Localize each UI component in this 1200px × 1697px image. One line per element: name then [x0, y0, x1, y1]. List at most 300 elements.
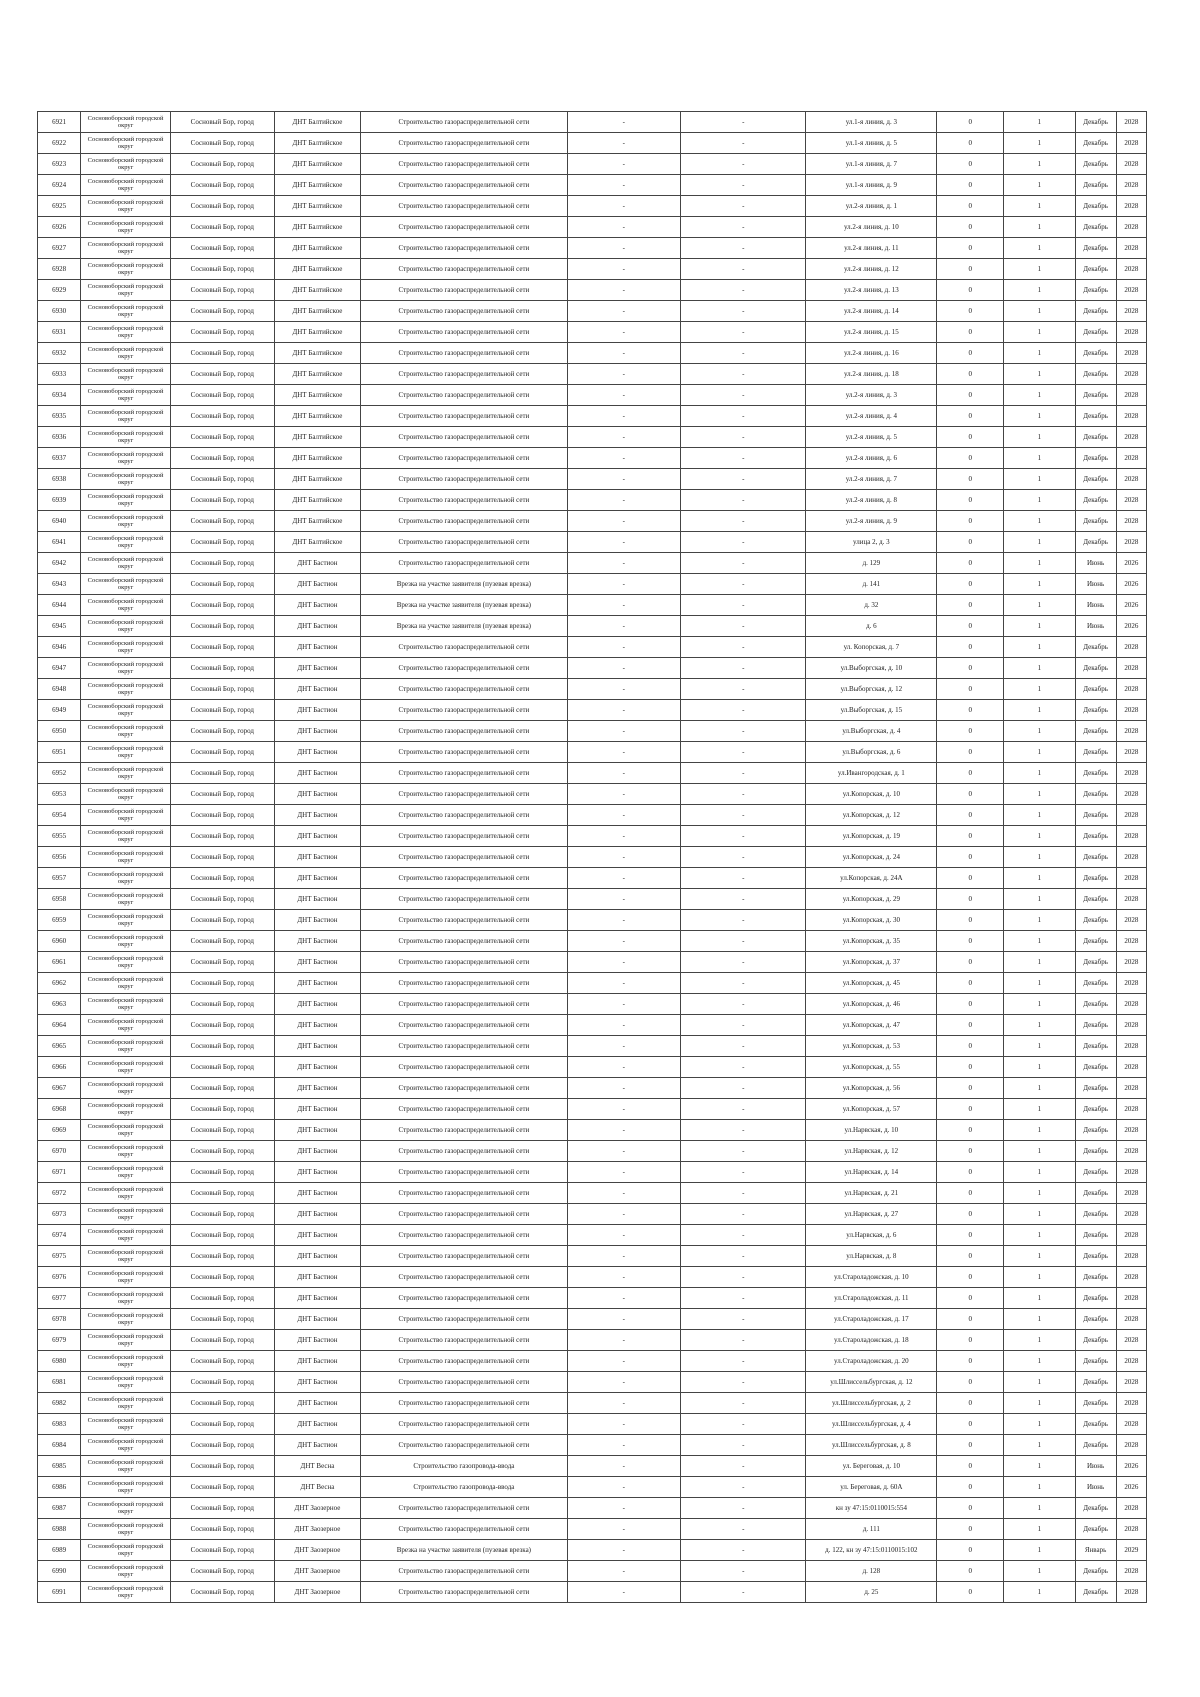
dash-cell: -: [567, 1393, 680, 1414]
dash-cell: -: [681, 574, 806, 595]
settlement-cell: ДНТ Бастион: [274, 1246, 360, 1267]
year-cell: 2028: [1116, 1372, 1146, 1393]
settlement-cell: ДНТ Бастион: [274, 1183, 360, 1204]
year-cell: 2028: [1116, 280, 1146, 301]
locality-cell: Сосновый Бор, город: [170, 1519, 274, 1540]
settlement-cell: ДНТ Бастион: [274, 1288, 360, 1309]
row-number: 6941: [38, 532, 81, 553]
table-row: [38, 301, 1147, 322]
value-cell: 1: [1004, 259, 1075, 280]
year-cell: 2028: [1116, 1183, 1146, 1204]
address-cell: ул.Копорская, д. 45: [806, 973, 937, 994]
district-cell: Сосновоборский городской округ: [81, 1015, 171, 1036]
table-row: [38, 196, 1147, 217]
year-cell: 2028: [1116, 1099, 1146, 1120]
table-row: [38, 1519, 1147, 1540]
value-cell: 1: [1004, 847, 1075, 868]
table-row: [38, 427, 1147, 448]
value-cell: 1: [1004, 385, 1075, 406]
value-cell: 0: [937, 469, 1004, 490]
dash-cell: -: [567, 532, 680, 553]
dash-cell: -: [681, 721, 806, 742]
value-cell: 0: [937, 1498, 1004, 1519]
dash-cell: -: [567, 511, 680, 532]
locality-cell: Сосновый Бор, город: [170, 1267, 274, 1288]
year-cell: 2028: [1116, 1162, 1146, 1183]
locality-cell: Сосновый Бор, город: [170, 112, 274, 133]
row-number: 6979: [38, 1330, 81, 1351]
locality-cell: Сосновый Бор, город: [170, 763, 274, 784]
month-cell: Декабрь: [1075, 364, 1116, 385]
work-type-cell: Строительство газораспределительной сети: [361, 868, 567, 889]
address-cell: ул.Копорская, д. 57: [806, 1099, 937, 1120]
district-cell: Сосновоборский городской округ: [81, 1057, 171, 1078]
year-cell: 2028: [1116, 238, 1146, 259]
year-cell: 2028: [1116, 1393, 1146, 1414]
row-number: 6945: [38, 616, 81, 637]
dash-cell: -: [681, 616, 806, 637]
month-cell: Декабрь: [1075, 469, 1116, 490]
locality-cell: Сосновый Бор, город: [170, 1435, 274, 1456]
dash-cell: -: [567, 154, 680, 175]
work-type-cell: Строительство газораспределительной сети: [361, 1162, 567, 1183]
locality-cell: Сосновый Бор, город: [170, 1015, 274, 1036]
dash-cell: -: [681, 1078, 806, 1099]
district-cell: Сосновоборский городской округ: [81, 112, 171, 133]
value-cell: 1: [1004, 301, 1075, 322]
year-cell: 2028: [1116, 1057, 1146, 1078]
work-type-cell: Строительство газораспределительной сети: [361, 1141, 567, 1162]
value-cell: 1: [1004, 1015, 1075, 1036]
value-cell: 1: [1004, 805, 1075, 826]
dash-cell: -: [681, 1372, 806, 1393]
district-cell: Сосновоборский городской округ: [81, 238, 171, 259]
district-cell: Сосновоборский городской округ: [81, 868, 171, 889]
value-cell: 1: [1004, 742, 1075, 763]
dash-cell: -: [681, 889, 806, 910]
address-cell: ул.Копорская, д. 24А: [806, 868, 937, 889]
work-type-cell: Строительство газораспределительной сети: [361, 364, 567, 385]
row-number: 6983: [38, 1414, 81, 1435]
table-row: [38, 637, 1147, 658]
settlement-cell: ДНТ Бастион: [274, 721, 360, 742]
settlement-cell: ДНТ Бастион: [274, 826, 360, 847]
row-number: 6964: [38, 1015, 81, 1036]
table-row: [38, 154, 1147, 175]
table-row: [38, 469, 1147, 490]
work-type-cell: Строительство газораспределительной сети: [361, 427, 567, 448]
dash-cell: -: [567, 910, 680, 931]
locality-cell: Сосновый Бор, город: [170, 532, 274, 553]
dash-cell: -: [567, 196, 680, 217]
year-cell: 2028: [1116, 154, 1146, 175]
month-cell: Декабрь: [1075, 1015, 1116, 1036]
month-cell: Декабрь: [1075, 196, 1116, 217]
work-type-cell: Строительство газораспределительной сети: [361, 1099, 567, 1120]
address-cell: ул.2-я линия, д. 16: [806, 343, 937, 364]
year-cell: 2028: [1116, 112, 1146, 133]
table-row: [38, 322, 1147, 343]
address-cell: д. 122, кн зу 47:15:0110015:102: [806, 1540, 937, 1561]
value-cell: 0: [937, 784, 1004, 805]
month-cell: Декабрь: [1075, 952, 1116, 973]
value-cell: 1: [1004, 889, 1075, 910]
table-row: [38, 1141, 1147, 1162]
table-row: [38, 259, 1147, 280]
dash-cell: -: [681, 1309, 806, 1330]
work-type-cell: Строительство газораспределительной сети: [361, 805, 567, 826]
table-row: [38, 343, 1147, 364]
dash-cell: -: [567, 322, 680, 343]
month-cell: Декабрь: [1075, 1078, 1116, 1099]
table-row: [38, 1372, 1147, 1393]
value-cell: 1: [1004, 1477, 1075, 1498]
row-number: 6990: [38, 1561, 81, 1582]
locality-cell: Сосновый Бор, город: [170, 1372, 274, 1393]
district-cell: Сосновоборский городской округ: [81, 1267, 171, 1288]
row-number: 6975: [38, 1246, 81, 1267]
settlement-cell: ДНТ Балтийское: [274, 427, 360, 448]
table-row: [38, 1246, 1147, 1267]
address-cell: ул.1-я линия, д. 3: [806, 112, 937, 133]
settlement-cell: ДНТ Весна: [274, 1477, 360, 1498]
value-cell: 1: [1004, 1456, 1075, 1477]
address-cell: ул.2-я линия, д. 14: [806, 301, 937, 322]
year-cell: 2028: [1116, 1204, 1146, 1225]
locality-cell: Сосновый Бор, город: [170, 154, 274, 175]
work-type-cell: Строительство газораспределительной сети: [361, 1330, 567, 1351]
district-cell: Сосновоборский городской округ: [81, 1498, 171, 1519]
month-cell: Декабрь: [1075, 1393, 1116, 1414]
row-number: 6969: [38, 1120, 81, 1141]
address-cell: ул.Нарвская, д. 27: [806, 1204, 937, 1225]
year-cell: 2028: [1116, 490, 1146, 511]
month-cell: Декабрь: [1075, 112, 1116, 133]
month-cell: Декабрь: [1075, 805, 1116, 826]
district-cell: Сосновоборский городской округ: [81, 154, 171, 175]
row-number: 6935: [38, 406, 81, 427]
dash-cell: -: [567, 1330, 680, 1351]
district-cell: Сосновоборский городской округ: [81, 364, 171, 385]
work-type-cell: Строительство газораспределительной сети: [361, 1288, 567, 1309]
table-row: [38, 679, 1147, 700]
locality-cell: Сосновый Бор, город: [170, 721, 274, 742]
work-type-cell: Строительство газораспределительной сети: [361, 973, 567, 994]
table-row: [38, 133, 1147, 154]
district-cell: Сосновоборский городской округ: [81, 259, 171, 280]
work-type-cell: Строительство газораспределительной сети: [361, 1078, 567, 1099]
district-cell: Сосновоборский городской округ: [81, 1456, 171, 1477]
value-cell: 1: [1004, 763, 1075, 784]
row-number: 6924: [38, 175, 81, 196]
address-cell: ул.2-я линия, д. 10: [806, 217, 937, 238]
month-cell: Декабрь: [1075, 721, 1116, 742]
value-cell: 0: [937, 1351, 1004, 1372]
table-row: [38, 1498, 1147, 1519]
locality-cell: Сосновый Бор, город: [170, 910, 274, 931]
row-number: 6976: [38, 1267, 81, 1288]
district-cell: Сосновоборский городской округ: [81, 1435, 171, 1456]
address-cell: ул.2-я линия, д. 5: [806, 427, 937, 448]
month-cell: Декабрь: [1075, 1246, 1116, 1267]
table-row: [38, 238, 1147, 259]
work-type-cell: Врезка на участке заявителя (пузевая врезка): [361, 595, 567, 616]
dash-cell: -: [567, 427, 680, 448]
district-cell: Сосновоборский городской округ: [81, 826, 171, 847]
address-cell: ул.2-я линия, д. 18: [806, 364, 937, 385]
dash-cell: -: [567, 1435, 680, 1456]
year-cell: 2028: [1116, 784, 1146, 805]
district-cell: Сосновоборский городской округ: [81, 1582, 171, 1603]
settlement-cell: ДНТ Бастион: [274, 1225, 360, 1246]
dash-cell: -: [681, 1498, 806, 1519]
year-cell: 2028: [1116, 448, 1146, 469]
work-type-cell: Строительство газораспределительной сети: [361, 658, 567, 679]
dash-cell: -: [681, 1540, 806, 1561]
year-cell: 2028: [1116, 931, 1146, 952]
district-cell: Сосновоборский городской округ: [81, 553, 171, 574]
settlement-cell: ДНТ Бастион: [274, 574, 360, 595]
settlement-cell: ДНТ Заозерное: [274, 1519, 360, 1540]
dash-cell: -: [567, 1162, 680, 1183]
value-cell: 1: [1004, 826, 1075, 847]
row-number: 6959: [38, 910, 81, 931]
district-cell: Сосновоборский городской округ: [81, 931, 171, 952]
value-cell: 0: [937, 1246, 1004, 1267]
work-type-cell: Строительство газораспределительной сети: [361, 1246, 567, 1267]
dash-cell: -: [681, 1435, 806, 1456]
district-cell: Сосновоборский городской округ: [81, 616, 171, 637]
row-number: 6970: [38, 1141, 81, 1162]
settlement-cell: ДНТ Бастион: [274, 868, 360, 889]
row-number: 6925: [38, 196, 81, 217]
value-cell: 1: [1004, 616, 1075, 637]
month-cell: Декабрь: [1075, 490, 1116, 511]
value-cell: 0: [937, 1078, 1004, 1099]
address-cell: ул.2-я линия, д. 12: [806, 259, 937, 280]
dash-cell: -: [681, 217, 806, 238]
dash-cell: -: [567, 595, 680, 616]
year-cell: 2026: [1116, 1456, 1146, 1477]
year-cell: 2028: [1116, 1309, 1146, 1330]
dash-cell: -: [681, 679, 806, 700]
dash-cell: -: [681, 280, 806, 301]
month-cell: Декабрь: [1075, 1204, 1116, 1225]
value-cell: 1: [1004, 1519, 1075, 1540]
locality-cell: Сосновый Бор, город: [170, 490, 274, 511]
month-cell: Декабрь: [1075, 1036, 1116, 1057]
district-cell: Сосновоборский городской округ: [81, 1414, 171, 1435]
year-cell: 2028: [1116, 994, 1146, 1015]
table-row: [38, 1057, 1147, 1078]
locality-cell: Сосновый Бор, город: [170, 259, 274, 280]
row-number: 6965: [38, 1036, 81, 1057]
dash-cell: -: [681, 1351, 806, 1372]
value-cell: 1: [1004, 1393, 1075, 1414]
table-row: [38, 1288, 1147, 1309]
value-cell: 1: [1004, 910, 1075, 931]
address-cell: д. 141: [806, 574, 937, 595]
month-cell: Декабрь: [1075, 868, 1116, 889]
district-cell: Сосновоборский городской округ: [81, 469, 171, 490]
address-cell: ул.Шлиссельбургская, д. 4: [806, 1414, 937, 1435]
month-cell: Июнь: [1075, 616, 1116, 637]
locality-cell: Сосновый Бор, город: [170, 1057, 274, 1078]
value-cell: 0: [937, 427, 1004, 448]
month-cell: Декабрь: [1075, 679, 1116, 700]
dash-cell: -: [681, 1057, 806, 1078]
address-cell: ул.2-я линия, д. 11: [806, 238, 937, 259]
locality-cell: Сосновый Бор, город: [170, 427, 274, 448]
row-number: 6934: [38, 385, 81, 406]
table-row: [38, 1540, 1147, 1561]
locality-cell: Сосновый Бор, город: [170, 1099, 274, 1120]
month-cell: Декабрь: [1075, 511, 1116, 532]
dash-cell: -: [567, 1288, 680, 1309]
value-cell: 1: [1004, 1036, 1075, 1057]
table-row: [38, 826, 1147, 847]
table-row: [38, 217, 1147, 238]
settlement-cell: ДНТ Заозерное: [274, 1498, 360, 1519]
locality-cell: Сосновый Бор, город: [170, 448, 274, 469]
value-cell: 0: [937, 1162, 1004, 1183]
value-cell: 0: [937, 490, 1004, 511]
work-type-cell: Врезка на участке заявителя (пузевая врезка): [361, 574, 567, 595]
month-cell: Январь: [1075, 1540, 1116, 1561]
address-cell: ул. Копорская, д. 7: [806, 637, 937, 658]
year-cell: 2028: [1116, 1498, 1146, 1519]
locality-cell: Сосновый Бор, город: [170, 175, 274, 196]
dash-cell: -: [681, 742, 806, 763]
value-cell: 0: [937, 1120, 1004, 1141]
value-cell: 0: [937, 1183, 1004, 1204]
district-cell: Сосновоборский городской округ: [81, 1393, 171, 1414]
year-cell: 2028: [1116, 1288, 1146, 1309]
work-type-cell: Строительство газораспределительной сети: [361, 1372, 567, 1393]
month-cell: Декабрь: [1075, 154, 1116, 175]
district-cell: Сосновоборский городской округ: [81, 1120, 171, 1141]
value-cell: 1: [1004, 721, 1075, 742]
value-cell: 0: [937, 805, 1004, 826]
row-number: 6991: [38, 1582, 81, 1603]
table-row: [38, 1393, 1147, 1414]
district-cell: Сосновоборский городской округ: [81, 1351, 171, 1372]
row-number: 6928: [38, 259, 81, 280]
month-cell: Декабрь: [1075, 385, 1116, 406]
value-cell: 1: [1004, 427, 1075, 448]
value-cell: 1: [1004, 1204, 1075, 1225]
settlement-cell: ДНТ Заозерное: [274, 1540, 360, 1561]
row-number: 6954: [38, 805, 81, 826]
settlement-cell: ДНТ Бастион: [274, 784, 360, 805]
settlement-cell: ДНТ Бастион: [274, 1057, 360, 1078]
row-number: 6952: [38, 763, 81, 784]
value-cell: 1: [1004, 1540, 1075, 1561]
table-row: [38, 616, 1147, 637]
value-cell: 0: [937, 1309, 1004, 1330]
table-row: [38, 406, 1147, 427]
value-cell: 0: [937, 1393, 1004, 1414]
row-number: 6943: [38, 574, 81, 595]
year-cell: 2028: [1116, 952, 1146, 973]
row-number: 6987: [38, 1498, 81, 1519]
work-type-cell: Строительство газораспределительной сети: [361, 1036, 567, 1057]
table-row: [38, 1309, 1147, 1330]
value-cell: 1: [1004, 1078, 1075, 1099]
value-cell: 0: [937, 1477, 1004, 1498]
settlement-cell: ДНТ Балтийское: [274, 343, 360, 364]
address-cell: улица 2, д. 3: [806, 532, 937, 553]
district-cell: Сосновоборский городской округ: [81, 280, 171, 301]
work-type-cell: Строительство газораспределительной сети: [361, 1435, 567, 1456]
address-cell: ул.Копорская, д. 55: [806, 1057, 937, 1078]
dash-cell: -: [681, 448, 806, 469]
month-cell: Декабрь: [1075, 1372, 1116, 1393]
dash-cell: -: [567, 364, 680, 385]
dash-cell: -: [567, 721, 680, 742]
district-cell: Сосновоборский городской округ: [81, 595, 171, 616]
locality-cell: Сосновый Бор, город: [170, 217, 274, 238]
month-cell: Декабрь: [1075, 217, 1116, 238]
dash-cell: -: [681, 196, 806, 217]
settlement-cell: ДНТ Бастион: [274, 679, 360, 700]
month-cell: Декабрь: [1075, 973, 1116, 994]
dash-cell: -: [681, 847, 806, 868]
work-type-cell: Строительство газораспределительной сети: [361, 259, 567, 280]
table-row: [38, 889, 1147, 910]
year-cell: 2028: [1116, 1414, 1146, 1435]
locality-cell: Сосновый Бор, город: [170, 1036, 274, 1057]
dash-cell: -: [681, 1582, 806, 1603]
work-type-cell: Строительство газораспределительной сети: [361, 238, 567, 259]
district-cell: Сосновоборский городской округ: [81, 847, 171, 868]
year-cell: 2028: [1116, 175, 1146, 196]
dash-cell: -: [567, 1456, 680, 1477]
month-cell: Декабрь: [1075, 301, 1116, 322]
settlement-cell: ДНТ Балтийское: [274, 154, 360, 175]
settlement-cell: ДНТ Бастион: [274, 1372, 360, 1393]
settlement-cell: ДНТ Балтийское: [274, 217, 360, 238]
value-cell: 0: [937, 1414, 1004, 1435]
work-type-cell: Строительство газораспределительной сети: [361, 322, 567, 343]
address-cell: ул.Копорская, д. 37: [806, 952, 937, 973]
settlement-cell: ДНТ Балтийское: [274, 364, 360, 385]
dash-cell: -: [567, 1204, 680, 1225]
row-number: 6962: [38, 973, 81, 994]
month-cell: Декабрь: [1075, 994, 1116, 1015]
month-cell: Июнь: [1075, 553, 1116, 574]
district-cell: Сосновоборский городской округ: [81, 1477, 171, 1498]
year-cell: 2028: [1116, 469, 1146, 490]
work-type-cell: Строительство газораспределительной сети: [361, 1351, 567, 1372]
table-row: [38, 1456, 1147, 1477]
dash-cell: -: [681, 1456, 806, 1477]
address-cell: д. 111: [806, 1519, 937, 1540]
row-number: 6929: [38, 280, 81, 301]
district-cell: Сосновоборский городской округ: [81, 1246, 171, 1267]
work-type-cell: Строительство газораспределительной сети: [361, 679, 567, 700]
district-cell: Сосновоборский городской округ: [81, 427, 171, 448]
month-cell: Декабрь: [1075, 1519, 1116, 1540]
value-cell: 1: [1004, 658, 1075, 679]
month-cell: Декабрь: [1075, 1351, 1116, 1372]
value-cell: 1: [1004, 1246, 1075, 1267]
year-cell: 2028: [1116, 511, 1146, 532]
work-type-cell: Строительство газораспределительной сети: [361, 406, 567, 427]
year-cell: 2028: [1116, 1036, 1146, 1057]
settlement-cell: ДНТ Бастион: [274, 1162, 360, 1183]
dash-cell: -: [567, 385, 680, 406]
